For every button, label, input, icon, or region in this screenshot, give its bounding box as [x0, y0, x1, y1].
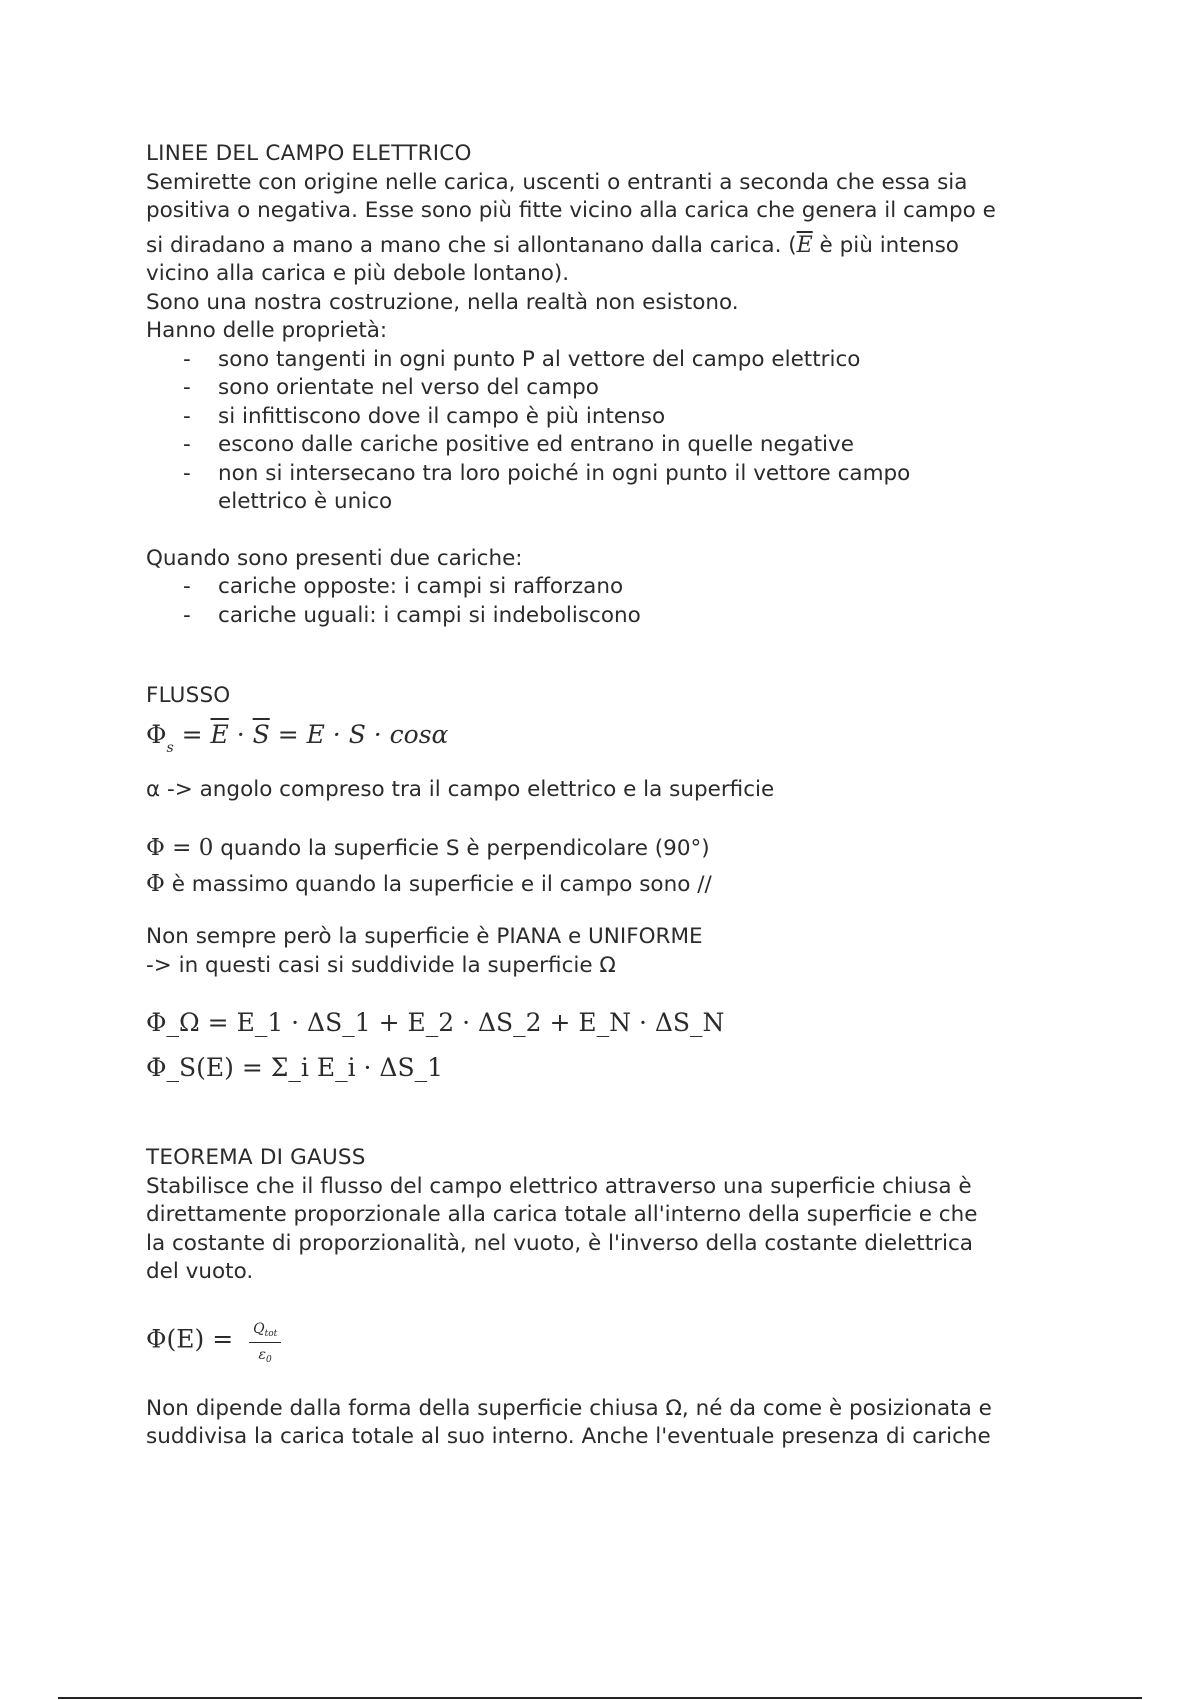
- paragraph-line: Stabilisce che il flusso del campo elettrico attraverso una superficie chiusa è: [146, 1173, 972, 1199]
- section-heading-flusso: FLUSSO: [146, 683, 231, 708]
- formula-rest: = E · S · cosα: [269, 719, 449, 749]
- charge-subscript: tot: [264, 1328, 278, 1339]
- flux-sum-formula: [146, 1002, 1066, 1047]
- paragraph-line: Non dipende dalla forma della superficie chiusa Ω, né da come è posizionata e: [146, 1395, 992, 1421]
- gauss-fraction: [249, 1321, 281, 1365]
- paragraph-line: Quando sono presenti due cariche:: [146, 545, 523, 571]
- dot-operator: ·: [228, 719, 253, 749]
- formula-expression: Φ_S(E) = Σ_i E_i · ΔS_1: [146, 1053, 444, 1082]
- paragraph-line: Sono una nostra costruzione, nella realtà non esistono.: [146, 289, 739, 315]
- section-heading-gauss: TEOREMA DI GAUSS: [146, 1145, 366, 1170]
- list-item: - escono dalle cariche positive ed entrano in quelle negative: [146, 431, 1066, 460]
- properties-list: [146, 346, 1066, 489]
- paragraph-line: Hanno delle proprietà:: [146, 318, 388, 343]
- list-item: - sono tangenti in ogni punto P al vettore del campo elettrico: [146, 346, 1066, 375]
- flux-zero-line: [146, 834, 1066, 864]
- flux-sigma-formula: [146, 1047, 1066, 1092]
- fraction-denominator: [259, 1343, 272, 1365]
- alpha-note: α -> angolo compreso tra il campo elettrico e la superficie: [146, 776, 775, 802]
- phi-subscript: s: [166, 739, 174, 756]
- paragraph-line: Semirette con origine nelle carica, uscenti o entranti a seconda che essa sia: [146, 169, 968, 195]
- line-text: è più intenso: [812, 232, 959, 258]
- flux-formula: [146, 715, 1066, 768]
- field-vector-symbol: $\overline{E}$: [210, 719, 229, 749]
- paragraph-line: [146, 232, 1066, 261]
- line-text: si diradano a mano a mano che si allontanano dalla carica. (: [146, 232, 797, 258]
- paragraph-line: positiva o negativa. Esse sono più fitte vicino alla carica che genera il campo e: [146, 198, 996, 223]
- gauss-formula: [146, 1321, 1066, 1365]
- epsilon-symbol: ε: [258, 1346, 267, 1363]
- list-item: - cariche uguali: i campi si indeboliscono: [146, 602, 1066, 631]
- surface-vector-symbol: $\overline{S}$: [252, 719, 270, 749]
- paragraph-line: suddivisa la carica totale al suo interno. Anche l'eventuale presenza di cariche: [146, 1424, 991, 1449]
- paragraph-line: del vuoto.: [146, 1259, 254, 1284]
- list-item: - si infittiscono dove il campo è più intenso: [146, 403, 1066, 432]
- page-bottom-rule: [58, 1697, 1142, 1699]
- paragraph-line: Non sempre però la superficie è PIANA e UNIFORME: [146, 924, 703, 949]
- fraction-numerator: [249, 1321, 281, 1343]
- phi-symbol: Φ: [146, 870, 165, 897]
- flux-max-line: [146, 870, 1066, 900]
- paragraph-line: la costante di proporzionalità, nel vuoto, è l'inverso della costante dielettrica: [146, 1230, 973, 1256]
- epsilon-subscript: 0: [266, 1354, 272, 1365]
- list-item: - non si intersecano tra loro poiché in ogni punto il vettore campo: [146, 460, 1066, 489]
- line-text: quando la superficie S è perpendicolare (90°): [213, 836, 710, 861]
- paragraph-line: -> in questi casi si suddivide la superficie Ω: [146, 952, 616, 978]
- list-item-continuation: elettrico è unico: [218, 489, 393, 514]
- line-text: è massimo quando la superficie e il campo sono //: [164, 871, 712, 897]
- list-item: - cariche opposte: i campi si rafforzano: [146, 573, 1066, 602]
- paragraph-line: vicino alla carica e più debole lontano).: [146, 261, 570, 286]
- two-charges-list: [146, 573, 1066, 630]
- equals-sign: =: [173, 719, 211, 749]
- field-vector-symbol: $\overline{E}$: [796, 232, 813, 258]
- section-heading-linee: LINEE DEL CAMPO ELETTRICO: [146, 141, 472, 166]
- phi-symbol: Φ: [146, 719, 167, 749]
- formula-expression: Φ_Ω = E_1 · ΔS_1 + E_2 · ΔS_2 + E_N · ΔS_N: [146, 1008, 725, 1037]
- document-page: [146, 140, 1066, 1452]
- list-item: - sono orientate nel verso del campo: [146, 374, 1066, 403]
- charge-symbol: Q: [253, 1320, 265, 1337]
- gauss-lhs: Φ(E) =: [146, 1324, 242, 1353]
- flux-zero-math: Φ = 0: [146, 835, 214, 861]
- paragraph-line: direttamente proporzionale alla carica totale all'interno della superficie e che: [146, 1202, 978, 1227]
